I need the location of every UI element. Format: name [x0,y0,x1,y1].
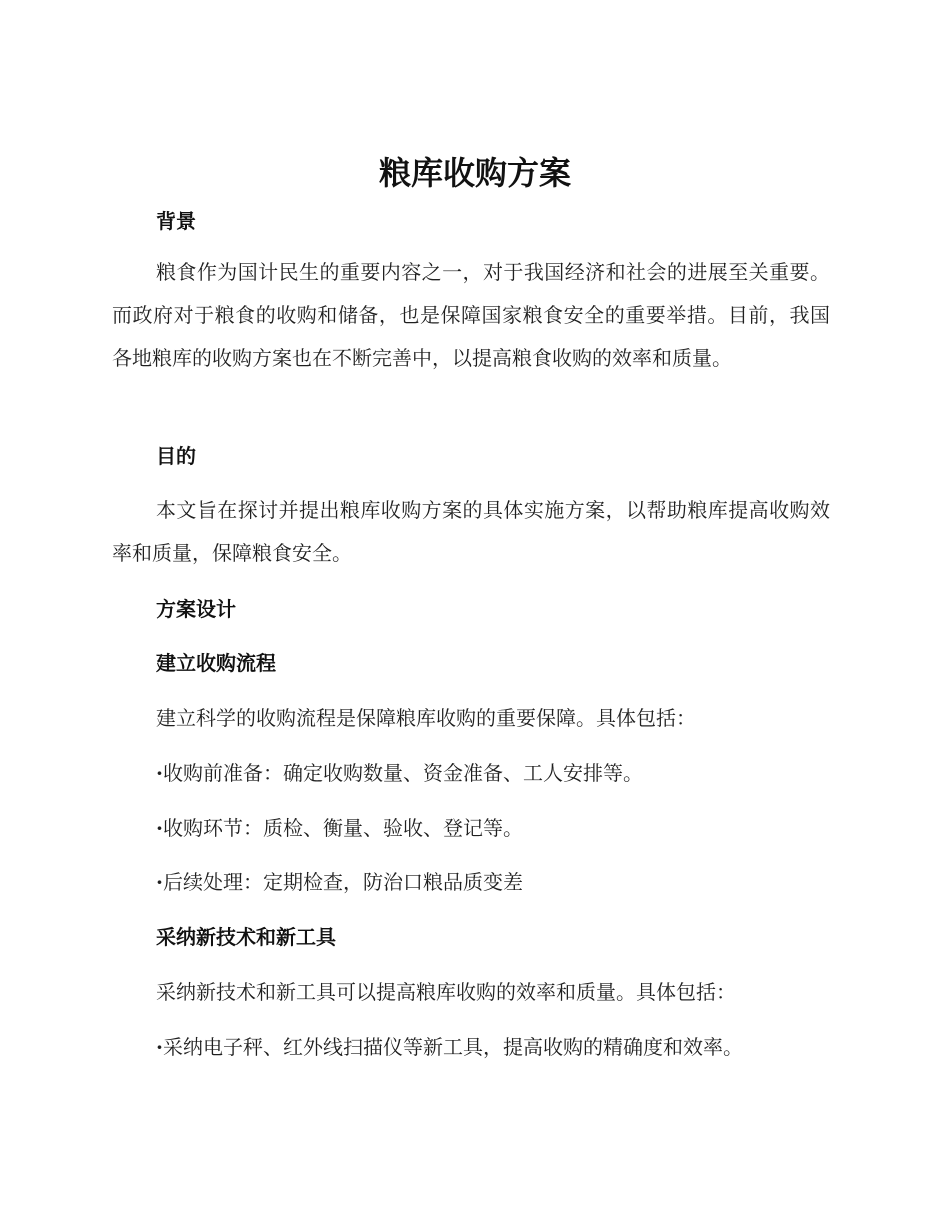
bullet-text: 收购前准备：确定收购数量、资金准备、工人安排等。 [162,761,643,785]
heading-background: 背景 [156,209,196,233]
paragraph-background: 粮食作为国计民生的重要内容之一，对于我国经济和社会的进展至关重要。而政府对于粮食的收购和储备，也是保障国家粮食安全的重要举措。目前，我国各地粮库的收购方案也在不断完善中，以提高粮食收购的效率和质量。 [112,260,830,370]
paragraph-purpose: 本文旨在探讨并提出粮库收购方案的具体实施方案，以帮助粮库提高收购效率和质量，保障粮食安全。 [112,498,830,565]
document-title: 粮库收购方案 [378,154,571,192]
list-item [156,813,523,843]
technology-intro: 采纳新技术和新工具可以提高粮库收购的效率和质量。具体包括： [156,980,736,1004]
bullet-text: 后续处理：定期检查，防治口粮品质变差 [162,870,523,894]
bullet-text: 采纳电子秤、红外线扫描仪等新工具，提高收购的精确度和效率。 [162,1035,743,1059]
bullet-icon: · [156,761,163,785]
heading-technology: 采纳新技术和新工具 [156,925,336,949]
list-item [156,758,643,788]
bullet-icon: · [156,816,163,840]
heading-purpose: 目的 [156,444,196,468]
list-item [156,1032,743,1062]
process-intro: 建立科学的收购流程是保障粮库收购的重要保障。具体包括： [156,706,696,730]
bullet-icon: · [156,870,163,894]
list-item [156,867,523,897]
bullet-icon: · [156,1035,163,1059]
bullet-text: 收购环节：质检、衡量、验收、登记等。 [162,816,523,840]
heading-process: 建立收购流程 [156,651,276,675]
heading-design: 方案设计 [156,597,236,621]
